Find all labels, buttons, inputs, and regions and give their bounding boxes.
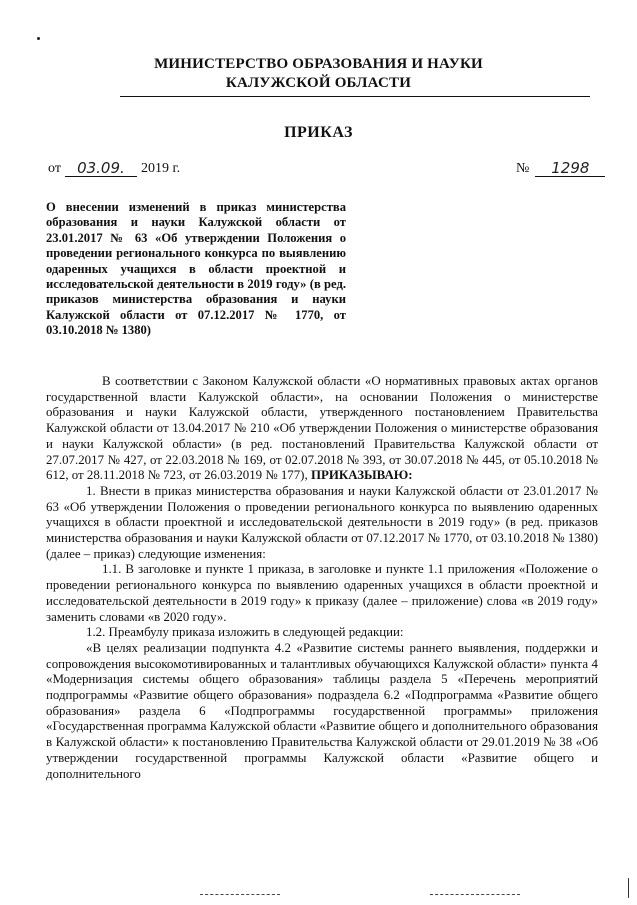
scan-speck — [37, 37, 40, 40]
item-1-1: 1.1. В заголовке и пункте 1 приказа, в заголовке и пункте 1.1 приложения «Положение о проведении регионального конкурса по выявлению одаренных учащихся в области проектной и исследовательской деятельности в 2019 году» к приказу (далее – приложение) слова «в 2019 году» заменить словами «в 2020 году». — [46, 562, 598, 624]
order-body — [46, 374, 598, 782]
document-title: ПРИКАЗ — [284, 124, 353, 141]
item-1: 1. Внести в приказ министерства образования и науки Калужской области от 23.01.2017 № 63 «Об утверждении Положения о проведении регионального конкурса по выявлению одаренных учащихся в области проектной и исследовательской деятельности в 2019 году» (в ред. приказов министерства образования и науки Калужской области от 07.12.2017 № 1770, от 03.10.2018 № 1380) (далее – приказ) следующие изменения: — [46, 483, 598, 561]
scan-artifact-dash — [200, 894, 280, 895]
order-number — [516, 160, 605, 177]
scan-artifact-mark — [628, 878, 629, 898]
header-divider — [120, 96, 590, 97]
ministry-name-line1: МИНИСТЕРСТВО ОБРАЗОВАНИЯ И НАУКИ — [154, 56, 483, 72]
scan-artifact-dash — [430, 894, 520, 895]
preamble-text: В соответствии с Законом Калужской области «О нормативных правовых актах органов государственной власти Калужской области», на основании Положения о министерстве образования и науки Калужской области, утвержденного постановлением Правительства Калужской области от 13.04.2017 № 210 «Об утверждении Положения о министерстве образования и науки Калужской области» (в ред. постановлений Правительства Калужской области от 27.07.2017 № 427, от 22.03.2018 № 169, от 02.07.2018 № 393, от 30.07.2018 № 445, от 05.10.2018 № 612, от 28.11.2018 № 723, от 26.03.2019 № 177), — [46, 374, 598, 483]
handwritten-date: 03.09. — [65, 160, 137, 177]
new-preamble-quote: «В целях реализации подпункта 4.2 «Развитие системы раннего выявления, поддержки и сопровождения высокомотивированных и талантливых обучающихся Калужской области» пункта 4 «Модернизация системы общего образования» таблицы раздела 5 «Перечень мероприятий подпрограммы «Развитие общего образования» подраздела 6.2 «Подпрограмма «Развитие общего образования» раздела 6 «Подпрограммы государственной программы» приложения «Государственная программа Калужской области «Развитие общего и дополнительного образования в Калужской области» к постановлению Правительства Калужской области от 29.01.2019 № 38 «Об утверждении государственной программы Калужской области «Развитие общего и дополнительного — [46, 640, 598, 781]
date-prefix: от — [48, 161, 61, 176]
order-date — [48, 160, 180, 177]
number-sign: № — [516, 161, 530, 176]
item-1-2: 1.2. Преамбулу приказа изложить в следующей редакции: — [86, 625, 404, 640]
preamble-paragraph — [46, 374, 598, 484]
handwritten-number: 1298 — [535, 160, 605, 177]
ministry-name-line2: КАЛУЖСКОЙ ОБЛАСТИ — [225, 75, 412, 91]
order-word: ПРИКАЗЫВАЮ: — [310, 468, 413, 483]
date-year: 2019 г. — [140, 161, 181, 176]
order-subject: О внесении изменений в приказ министерства образования и науки Калужской области от 23.01.2017 № 63 «Об утверждении Положения о проведении регионального конкурса по выявлению одаренных учащихся в области проектной и исследовательской деятельности в 2019 году» (в ред. приказов министерства образования и науки Калужской области от 07.12.2017 № 1770, от 03.10.2018 № 1380) — [46, 200, 346, 338]
